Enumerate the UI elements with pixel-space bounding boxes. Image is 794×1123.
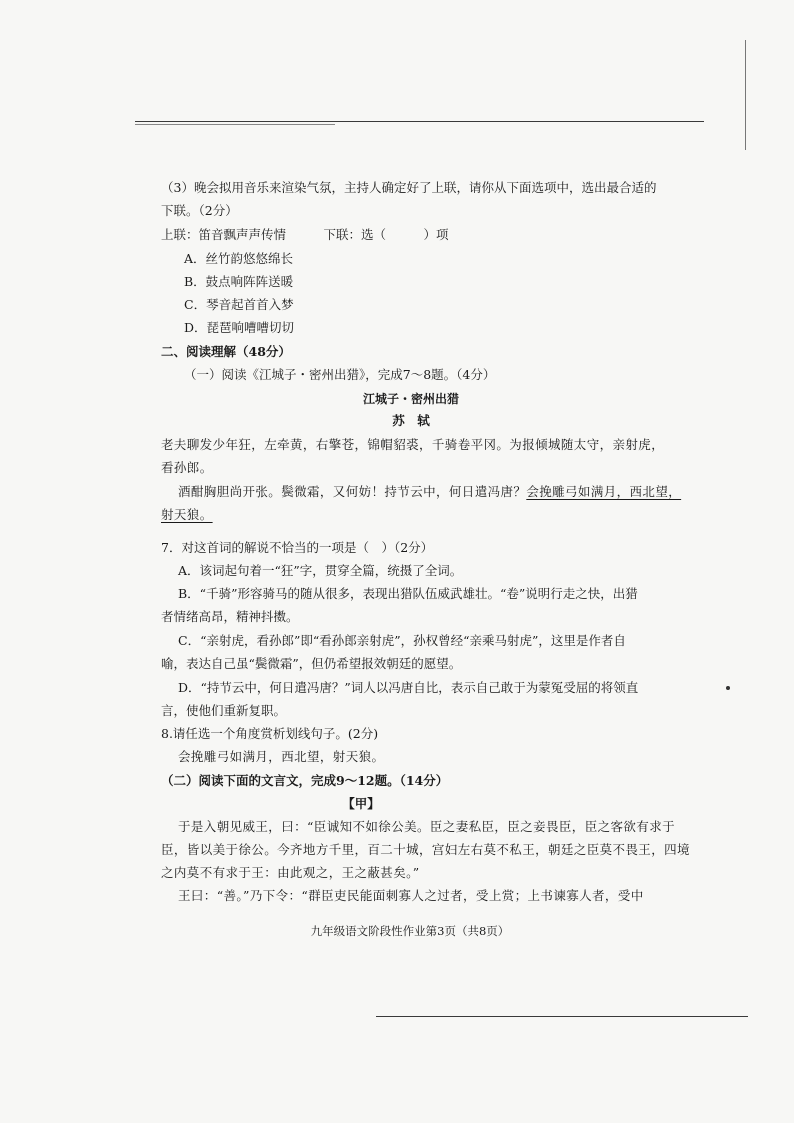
poem-line-4-underlined: 射天狼。	[161, 507, 213, 522]
q7-option-c-line1: C．“亲射虎，看孙郎”即“看孙郎亲射虎”，孙权曾经“亲乘马射虎”，这里是作者自	[178, 633, 626, 648]
scan-edge-line	[745, 40, 746, 150]
q8-sentence: 会挽雕弓如满月，西北望，射天狼。	[178, 749, 385, 764]
part2-paragraph-line3: 之内莫不有求于王：由此观之，王之蔽甚矣。”	[161, 865, 420, 880]
poem-title: 江城子・密州出猎	[362, 392, 459, 406]
poem-line-3-underlined: 会挽雕弓如满月，西北望，	[526, 484, 682, 499]
q7-option-d-line1: D．“持节云中，何日遣冯唐？”词人以冯唐自比，表示自己敢于为蒙冤受屈的将领直	[178, 680, 639, 695]
part1-instruction: （一）阅读《江城子・密州出猎》，完成7～8题。（4分）	[184, 367, 496, 382]
q3-option-a: A．丝竹韵悠悠绵长	[184, 251, 294, 266]
poem-line-2: 看孙郎。	[161, 460, 213, 475]
q3-option-d: D．琵琶响嘈嘈切切	[184, 320, 295, 335]
scan-speck	[726, 686, 730, 690]
q7-option-d-line2: 言，使他们重新复职。	[161, 703, 287, 718]
q3-line2: 下联。（2分）	[161, 203, 238, 218]
header-rule	[135, 121, 704, 122]
part2-jia-label: 【甲】	[342, 796, 380, 811]
q7-option-b-line1: B．“千骑”形容骑马的随从很多，表现出猎队伍威武雄壮。“卷”说明行走之快，出猎	[178, 586, 638, 601]
page-footer: 九年级语文阶段性作业第3页（共8页）	[310, 924, 510, 938]
q3-line1: （3）晚会拟用音乐来渲染气氛，主持人确定好了上联，请你从下面选项中，选出最合适的	[161, 180, 657, 195]
header-rule-secondary	[135, 124, 335, 125]
q3-couplet: 上联：笛音飘声声传情 下联：选（ ）项	[161, 227, 449, 242]
part2-heading: （二）阅读下面的文言文，完成9～12题。（14分）	[161, 773, 449, 788]
q7-option-b-line2: 者情绪高昂，精神抖擞。	[161, 609, 299, 624]
q3-option-c: C．琴音起首首入梦	[184, 297, 294, 312]
section2-heading: 二、阅读理解（48分）	[161, 344, 291, 359]
poem-author: 苏 轼	[392, 413, 430, 428]
q3-option-b: B．鼓点响阵阵送暖	[184, 274, 294, 289]
part2-paragraph-line1: 于是入朝见威王，曰：“臣诚知不如徐公美。臣之妻私臣，臣之妾畏臣，臣之客欲有求于	[178, 819, 675, 834]
q8-stem: 8.请任选一个角度赏析划线句子。(2分)	[161, 726, 379, 741]
poem-line-3	[178, 484, 681, 500]
part2-paragraph-line4: 王曰：“善。”乃下令：“群臣吏民能面刺寡人之过者，受上赏；上书谏寡人者，受中	[178, 888, 644, 903]
footer-rule	[376, 1016, 748, 1017]
q7-option-c-line2: 喻，表达自己虽“鬓微霜”，但仍希望报效朝廷的愿望。	[161, 656, 462, 671]
q7-stem: 7．对这首词的解说不恰当的一项是（ ）（2分）	[161, 540, 434, 555]
poem-line-1: 老夫聊发少年狂，左牵黄，右擎苍，锦帽貂裘，千骑卷平冈。为报倾城随太守，亲射虎，	[161, 437, 665, 452]
part2-paragraph-line2: 臣，皆以美于徐公。今齐地方千里，百二十城，宫妇左右莫不私王，朝廷之臣莫不畏王，四境	[161, 842, 690, 857]
q7-option-a: A．该词起句着一“狂”字，贯穿全篇，统摄了全词。	[178, 563, 463, 578]
poem-line-3-plain: 酒酣胸胆尚开张。鬓微霜，又何妨！持节云中，何日遣冯唐？	[178, 484, 527, 499]
